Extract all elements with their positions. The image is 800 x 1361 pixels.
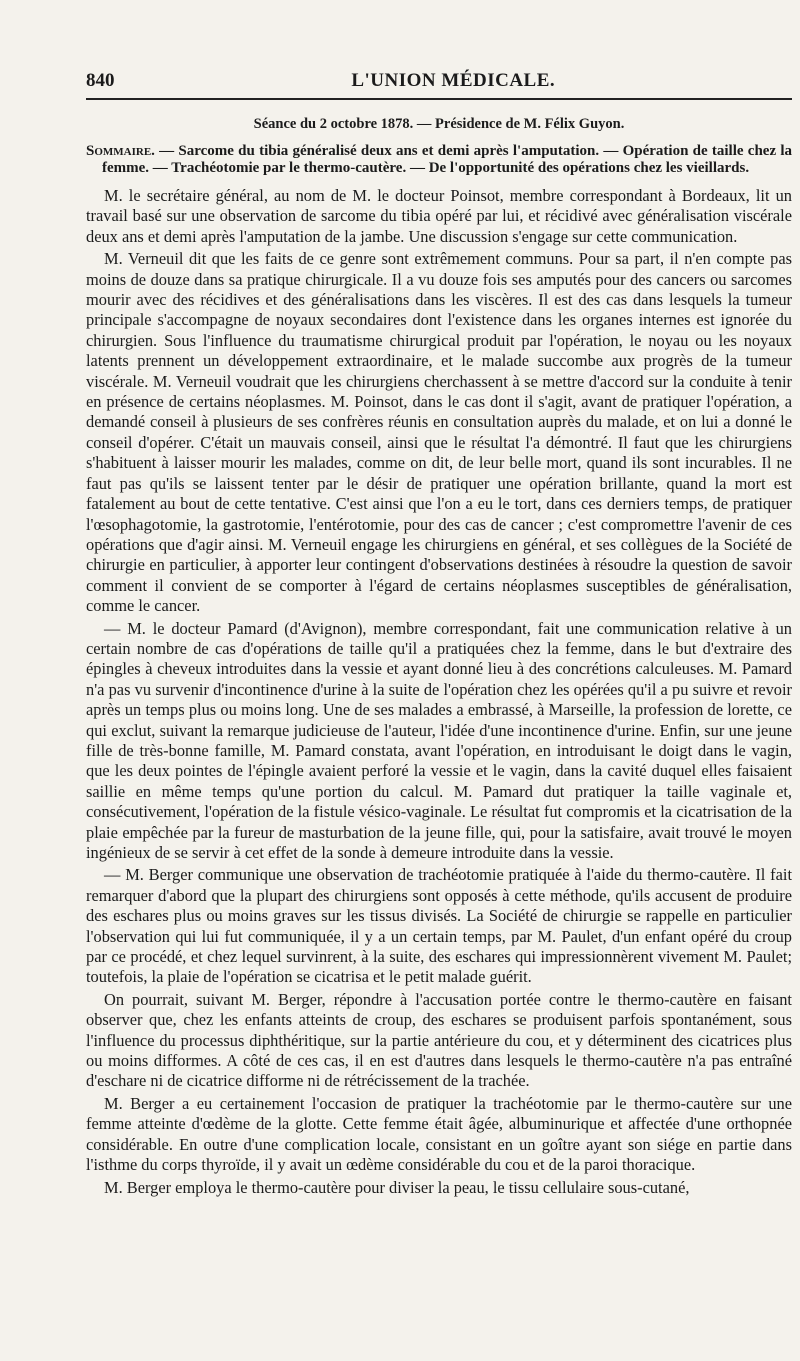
paragraph-berger-case: M. Berger a eu certainement l'occasion de pratiquer la trachéotomie par le thermo-cautère sur une femme atteinte d'œdème de la glotte. Cette femme était âgée, albuminurique et affectée d'une orthopnée considérable. En outre d'une complication locale, consistant en un goître ayant son siége en partie dans l'isthme du corps thyroïde, il y avait un œdème considérable du cou et de la paroi thoracique. [86,1093,792,1175]
paragraph-berger-method: M. Berger employa le thermo-cautère pour diviser la peau, le tissu cellulaire sous-cutané, [104,1177,690,1197]
session-title: Séance du 2 octobre 1878. — Présidence de M. Félix Guyon. [253,116,625,132]
paragraph-berger-intro: — M. Berger communique une observation de trachéotomie pratiquée à l'aide du thermo-cautère. Il fait remarquer d'abord que la plupart des chirurgiens sont opposés à cette méthode, qu'ils accusent de produire des eschares plus ou moins graves sur les tissus divisés. La Société de chirurgie se rappelle en particulier l'observation qui lui fut communiquée, il y a un certain temps, par M. Paulet, d'un enfant opéré du croup par ce procédé, et chez lequel survinrent, à la suite, des eschares qui impressionnèrent vivement M. Paulet; toutefois, la plaie de l'opération se cicatrisa et le petit malade guérit. [86,865,792,987]
running-head: L'UNION MÉDICALE. [351,70,556,91]
sommaire-text: — Sarcome du tibia généralisé deux ans et demi après l'amputation. — Opération de taille chez la femme. — Trachéotomie par le thermo-cautère. — De l'opportunité des opérations chez les vieillards. [102,143,792,176]
page-header [86,70,792,100]
paragraph-pamard: — M. le docteur Pamard (d'Avignon), membre correspondant, fait une communication relative à un certain nombre de cas d'opérations de taille qu'il a pratiquées chez la femme, dans le but d'extraire des épingles à cheveux introduites dans la vessie et ayant donné lieu à des concrétions calculeuses. M. Pamard n'a pas vu survenir d'incontinence d'urine à la suite de l'opération chez les opérées qu'il a pu suivre et revoir après un temps plus ou moins long. Une de ses malades a embrassé, à Marseille, la profession de lorette, ce qui exclut, suivant la remarque judicieuse de l'auteur, l'idée d'une incontinence d'urine. Enfin, sur une jeune fille de très-bonne famille, M. Pamard constata, avant l'opération, en introduisant le doigt dans le vagin, que les deux pointes de l'épingle avaient perforé la vessie et le vagin, dans la cavité duquel elles faisaient saillie en même temps qu'une portion du calcul. M. Pamard dut pratiquer la taille vaginale et, consécutivement, l'opération de la fistule vésico-vaginale. Le résultat fut compromis et la cicatrisation de la plaie empêchée par la fureur de masturbation de la jeune fille, qui, pour la satisfaire, avait trouvé le moyen ingénieux de se servir à cet effet de la sonde à demeure introduite dans la vessie. [86,618,792,862]
paragraph-verneuil: M. Verneuil dit que les faits de ce genre sont extrêmement communs. Pour sa part, il n'en compte pas moins de douze dans sa pratique chirurgicale. Il a vu douze fois ses amputés pour des cancers ou sarcomes mourir avec des récidives et des généralisations dans les viscères. Il est des cas dans lesquels la tumeur principale s'accompagne de noyaux secondaires dont l'existence dans les organes internes est ignorée du chirurgien. Sous l'influence du traumatisme chirurgical produit par l'opération, le noyau ou les noyaux latents prennent un développement extraordinaire, et le malade succombe aux progrès de la tumeur viscérale. M. Verneuil voudrait que les chirurgiens cherchassent à se mettre d'accord sur la conduite à tenir en présence de certains néoplasmes. M. Poinsot, dans le cas dont il s'agit, avant de pratiquer l'opération, a demandé conseil à plusieurs de ses confrères réunis en consultation auprès du malade, et on lui a donné le conseil d'opérer. C'était un mauvais conseil, ainsi que le résultat l'a démontré. Il faut que les chirurgiens s'habituent à laisser mourir les malades, comme on dit, de leur belle mort, quand ils sont incurables. Il ne faut pas qu'ils se laissent tenter par le désir de pratiquer une opération brillante, quand la mort est fatalement au bout de cette tentative. C'est ainsi que l'on a eu le tort, dans ces derniers temps, de pratiquer l'œsophagotomie, la gastrotomie, l'entérotomie, pour des cas de cancer ; c'est compromettre l'avenir de ces opérations que d'agir ainsi. M. Verneuil engage les chirurgiens en général, et ses collègues de la Société de chirurgie en particulier, à apporter leur contingent d'observations destinées à résoudre la question de savoir comment il convient de se comporter à l'égard de certains néoplasmes susceptibles de généralisation, comme le cancer. [86,249,792,616]
sommaire-label: Sommaire. [86,143,155,159]
paragraph-poinsot: M. le secrétaire général, au nom de M. le docteur Poinsot, membre correspondant à Bordeaux, lit un travail basé sur une observation de sarcome du tibia opéré par lui, et récidivé avec généralisation viscérale deux ans et demi après l'amputation de la jambe. Une discussion s'engage sur cette communication. [86,186,792,246]
sommaire [86,143,792,177]
page-number: 840 [86,70,115,91]
paragraph-berger-reply: On pourrait, suivant M. Berger, répondre à l'accusation portée contre le thermo-cautère en faisant observer que, chez les enfants atteints de croup, des eschares se produisent parfois spontanément, sous l'influence du processus diphthéritique, sur la partie antérieure du cou, et y déterminent des cicatrices plus ou moins difformes. A côté de ces cas, il en est d'autres dans lesquels le thermo-cautère n'a pas entraîné d'eschare ni de cicatrice difforme ni de rétrécissement de la trachée. [86,989,792,1091]
